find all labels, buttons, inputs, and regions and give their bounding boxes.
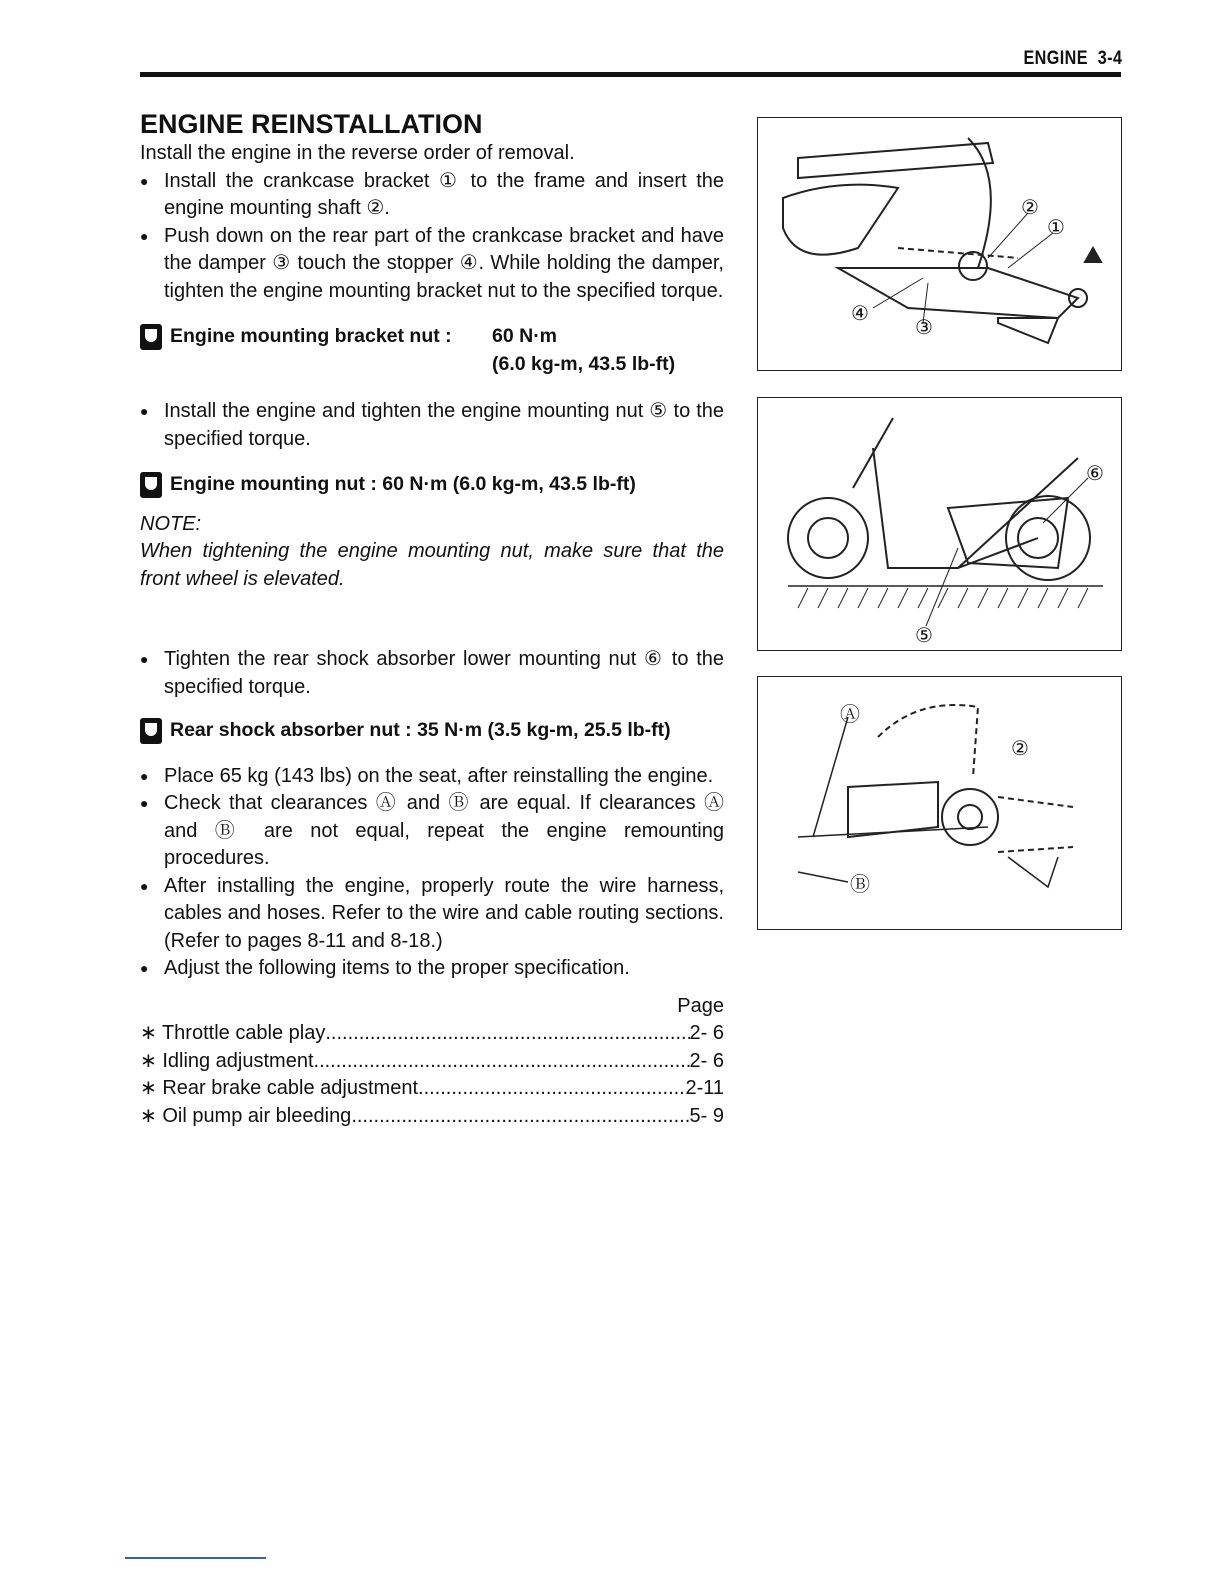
- torque-label: Engine mounting bracket nut :: [170, 325, 452, 347]
- intro: Install the engine in the reverse order of removal.: [140, 142, 575, 164]
- callout: ⑥: [1086, 463, 1104, 485]
- figure-clearance: [757, 676, 1122, 930]
- step: ● Install the crankcase bracket ① to the frame and insert the engine mounting shaft ②.: [140, 168, 724, 223]
- step: ● Tighten the rear shock absorber lower mounting nut ⑥ to the specified torque.: [140, 646, 724, 701]
- figure-scooter: [757, 397, 1122, 651]
- torque-spec: [140, 717, 724, 745]
- torque-wrench-icon: [140, 472, 162, 498]
- torque-alt: (6.0 kg-m, 43.5 lb-ft): [492, 352, 676, 375]
- callout: ②: [1011, 738, 1029, 760]
- step: ● Push down on the rear part of the crankcase bracket and have the damper ③ touch the stopper ④. While holding the damper, tighten the engine mounting bracket nut to the specified torque.: [140, 223, 724, 306]
- toc-page: 5- 9: [689, 1104, 724, 1127]
- toc-label: ∗ Rear brake cable adjustment: [140, 1077, 419, 1099]
- callout: Ⓐ: [840, 704, 860, 726]
- toc-item: [140, 1103, 724, 1131]
- figure-crankcase-bracket: [757, 117, 1122, 371]
- torque-wrench-icon: [140, 324, 162, 350]
- note-label: NOTE:: [140, 512, 202, 535]
- toc-label: ∗ Idling adjustment: [140, 1049, 314, 1072]
- step: ● Place 65 kg (143 lbs) on the seat, after reinstalling the engine.: [140, 763, 724, 791]
- text-column: [140, 108, 724, 1130]
- toc-label: ∗ Throttle cable play: [140, 1022, 326, 1044]
- torque-label: Engine mounting nut :: [170, 473, 377, 495]
- toc-item: [140, 1048, 724, 1076]
- callout: Ⓑ: [850, 874, 870, 896]
- torque-value: 35 N·m (3.5 kg-m, 25.5 lb-ft): [417, 719, 671, 741]
- torque-value: 60 N·m (6.0 kg-m, 43.5 lb-ft): [382, 473, 636, 495]
- footer-line: [125, 1557, 266, 1559]
- page-header: [1023, 48, 1122, 70]
- callout: ⑤: [915, 625, 933, 647]
- step: ● After installing the engine, properly route the wire harness, cables and hoses. Refer to the wire and cable routing sections. (Refer to pages 8-11 and 8-18.): [140, 873, 724, 956]
- toc-page: 2-11: [685, 1077, 724, 1099]
- callout: ②: [1021, 197, 1039, 219]
- step: ● Install the engine and tighten the engine mounting nut ⑤ to the specified torque.: [140, 398, 724, 453]
- callout: ①: [1047, 217, 1065, 239]
- toc-label: ∗ Oil pump air bleeding: [140, 1104, 352, 1127]
- callout: ③: [915, 317, 933, 339]
- torque-values: [492, 323, 675, 378]
- step: ● Check that clearances Ⓐ and Ⓑ are equal. If clearances Ⓐ and Ⓑ are not equal, repeat the engine remounting procedures.: [140, 790, 724, 873]
- step: ● Adjust the following items to the proper specification.: [140, 955, 724, 983]
- page-number: 3-4: [1097, 48, 1122, 69]
- section-name: ENGINE: [1023, 48, 1088, 69]
- callout: ④: [851, 303, 869, 325]
- torque-spec: [140, 323, 724, 378]
- toc-item: [140, 1075, 724, 1103]
- toc-header: Page: [677, 994, 724, 1017]
- section-title: ENGINE REINSTALLATION: [140, 109, 483, 139]
- torque-label: Rear shock absorber nut :: [170, 719, 412, 741]
- torque-value: 60 N·m: [492, 325, 558, 347]
- header-rule: [140, 72, 1121, 77]
- note-text: When tightening the engine mounting nut, make sure that the front wheel is elevated.: [140, 540, 724, 590]
- torque-wrench-icon: [140, 718, 162, 744]
- toc-page: 2- 6: [689, 1022, 724, 1044]
- toc-item: [140, 1020, 724, 1048]
- torque-spec: [140, 471, 724, 499]
- toc-page: 2- 6: [689, 1049, 724, 1072]
